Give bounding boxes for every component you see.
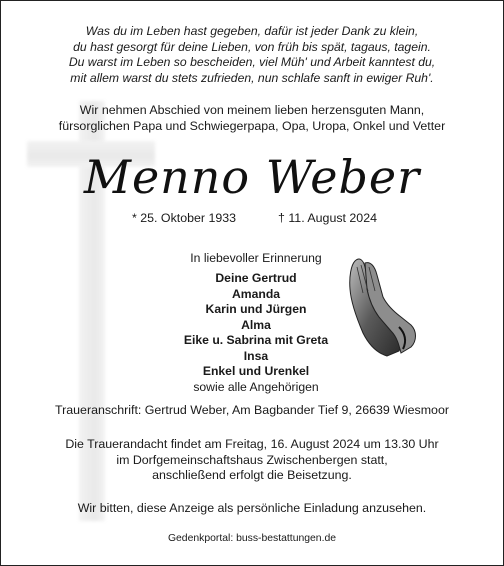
deceased-name: Menno Weber: [83, 150, 421, 204]
praying-hands-icon: [341, 253, 421, 358]
service-details: [1, 437, 503, 484]
poem-line: du hast gesorgt für deine Lieben, von früh bis spät, tagaus, tagein.: [73, 39, 431, 54]
service-line: anschließend erfolgt die Beisetzung.: [152, 468, 352, 483]
memorial-poem: [1, 24, 503, 86]
mourner: Enkel und Urenkel: [202, 364, 310, 378]
mourner: Amanda: [231, 286, 281, 301]
mourner: Insa: [243, 348, 269, 363]
service-line: Die Trauerandacht findet am Freitag, 16. August 2024 um 13.30 Uhr: [65, 437, 439, 451]
mourning-address: Traueranschrift: Gertrud Weber, Am Bagbander Tief 9, 26639 Wiesmoor: [55, 403, 449, 417]
intro-line: Wir nehmen Abschied von meinem lieben herzensguten Mann,: [79, 103, 425, 117]
poem-line: Was du im Leben hast gegeben, dafür ist jeder Dank zu klein,: [85, 24, 419, 38]
intro-line: fürsorglichen Papa und Schwiegerpapa, Opa, Uropa, Onkel und Vetter: [58, 119, 446, 133]
mourner: Karin und Jürgen: [205, 302, 307, 316]
mourner: Eike u. Sabrina mit Greta: [183, 333, 329, 347]
birth-date: * 25. Oktober 1933: [132, 211, 237, 225]
memory-heading: In liebevoller Erinnerung: [190, 251, 322, 265]
mourners-list: [141, 271, 371, 395]
poem-line: mit allem warst du stets zufrieden, nun schlafe sanft in ewiger Ruh'.: [70, 70, 434, 85]
mourner: Alma: [241, 317, 271, 332]
farewell-intro: [1, 102, 503, 134]
mourner: sowie alle Angehörigen: [193, 379, 319, 394]
mourner: Deine Gertrud: [215, 271, 297, 285]
poem-line: Du warst im Leben so bescheiden, viel Müh' und Arbeit kanntest du,: [68, 55, 436, 70]
invitation-note: Wir bitten, diese Anzeige als persönliche Einladung anzusehen.: [77, 501, 427, 515]
service-line: im Dorfgemeinschaftshaus Zwischenbergen statt,: [116, 452, 388, 467]
memorial-portal-link[interactable]: Gedenkportal: buss-bestattungen.de: [167, 533, 337, 544]
death-date: † 11. August 2024: [278, 211, 377, 225]
